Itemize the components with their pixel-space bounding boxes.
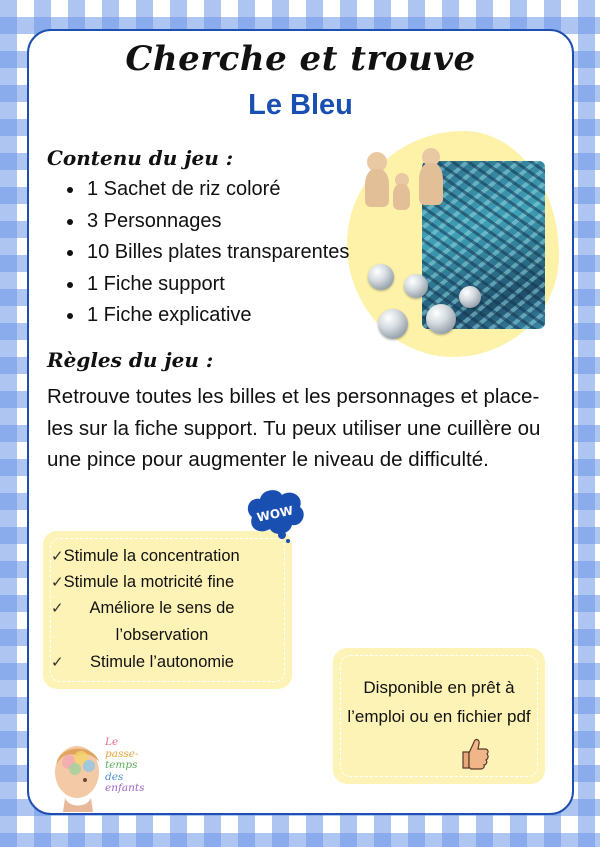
availability-text: Disponible en prêt à l’emploi ou en fichier pdf (347, 678, 531, 726)
list-item: • 1 Fiche explicative (85, 300, 349, 332)
page-subtitle: Le Bleu (248, 89, 353, 121)
logo-word: enfants (105, 782, 145, 794)
list-item: • 1 Fiche support (85, 269, 349, 301)
check-icon: ✓ (51, 547, 64, 565)
benefit-label: Stimule la motricité fine (63, 573, 235, 591)
logo-child-illustration (47, 736, 109, 812)
logo-wordmark (105, 737, 165, 795)
benefit-item (51, 543, 287, 570)
wow-badge (242, 487, 308, 543)
page-title: Cherche et trouve (125, 39, 476, 79)
benefit-item (51, 569, 287, 596)
list-item: • 3 Personnages (85, 206, 349, 238)
wooden-figure-3 (419, 148, 443, 205)
logo-word: temps (105, 759, 138, 771)
benefit-item (51, 595, 287, 649)
marble (459, 286, 481, 308)
thumbs-up-icon (459, 736, 489, 770)
wooden-figure-2 (393, 173, 410, 210)
logo-word: Le (105, 736, 119, 748)
list-item: • 10 Billes plates transparentes (85, 237, 349, 269)
rules-text: Retrouve toutes les billes et les personnages et place-les sur la fiche support. Tu peux utiliser une cuillère ou une pince pour augmenter le niveau de difficulté. (47, 385, 541, 471)
contents-list (65, 174, 349, 332)
logo-word: passe- (105, 747, 139, 760)
marble (368, 264, 394, 290)
list-item: • 1 Sachet de riz coloré (85, 174, 349, 206)
availability-panel (333, 648, 545, 784)
benefit-label: Stimule la concentration (63, 547, 240, 565)
marble (404, 274, 428, 298)
contents-heading: Contenu du jeu : (47, 146, 234, 170)
wow-label: WOW (255, 503, 295, 525)
benefits-panel (43, 531, 292, 689)
rules-heading: Règles du jeu : (47, 348, 214, 372)
check-icon: ✓ (51, 653, 64, 671)
marble (378, 309, 408, 339)
marble (426, 304, 456, 334)
check-icon: ✓ (51, 573, 64, 591)
benefit-label: Stimule l’autonomie (90, 653, 234, 671)
check-icon: ✓ (51, 599, 64, 617)
benefit-item (51, 649, 287, 676)
benefit-label: Améliore le sens de l’observation (89, 599, 235, 644)
info-card (27, 29, 574, 815)
wooden-figure-1 (365, 152, 389, 207)
logo-word: des (105, 770, 124, 783)
